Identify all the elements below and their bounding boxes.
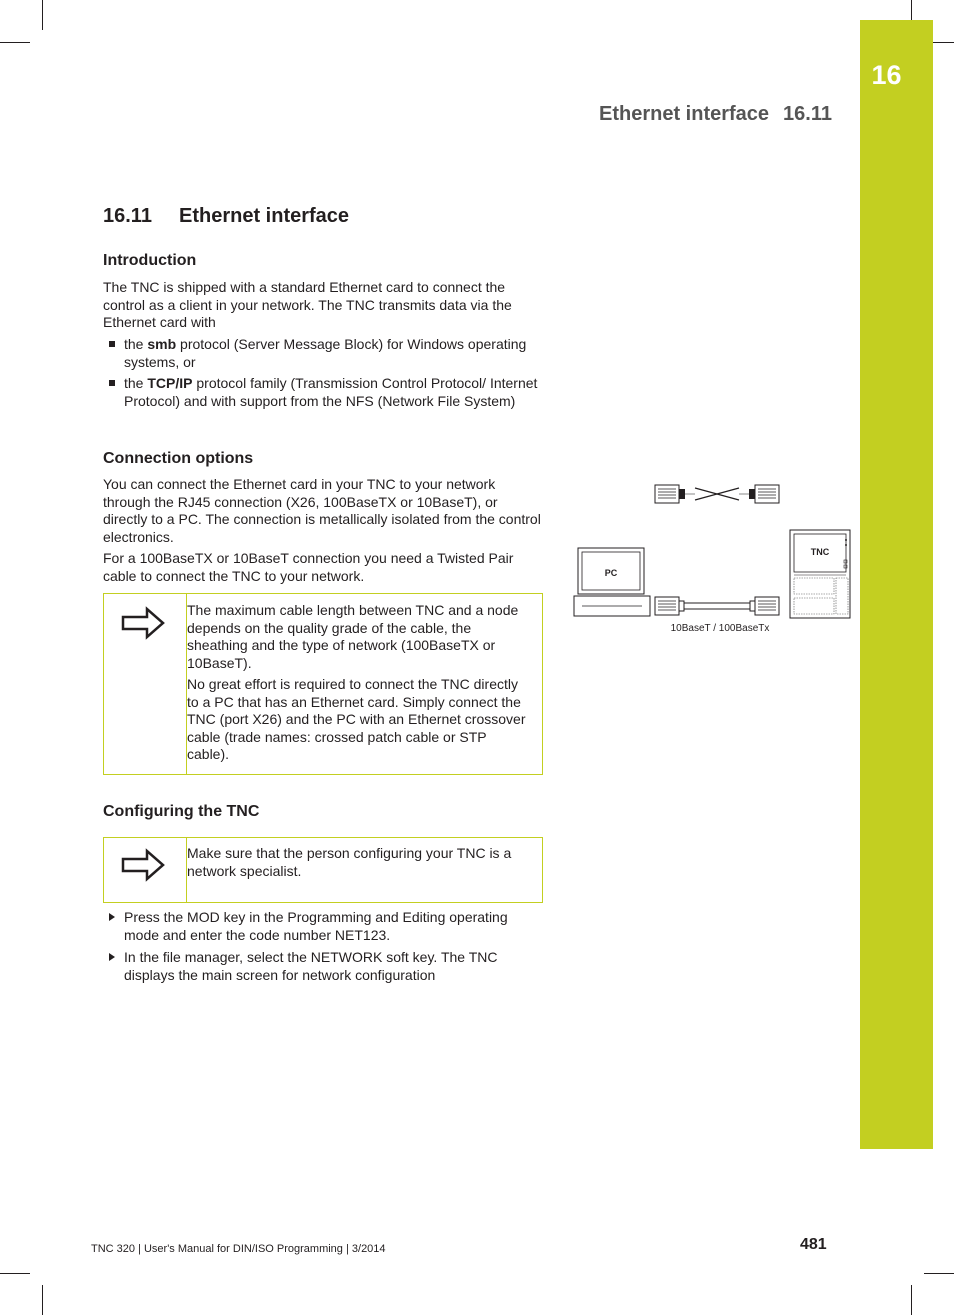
crop-mark — [42, 0, 43, 30]
section-title — [103, 205, 349, 228]
section-number: 16.11 — [103, 205, 152, 227]
step-arrow-icon — [109, 953, 115, 961]
crop-mark — [42, 1285, 43, 1315]
bullet-text: protocol (Server Message Block) for Windows operating systems, or — [124, 336, 527, 370]
chapter-number: 16 — [871, 60, 902, 90]
bullet-prefix: the — [124, 375, 148, 391]
configuring-step-2: In the file manager, select the NETWORK soft key. The TNC displays the main screen for network configuration — [124, 949, 498, 983]
note-text — [187, 602, 527, 768]
note-box-specialist — [103, 837, 543, 903]
connection-options-paragraph-2: For a 100BaseTX or 10BaseT connection you need a Twisted Pair cable to connect the TNC to your network. — [103, 550, 514, 584]
tnc-label: TNC — [810, 547, 830, 557]
bullet-square — [109, 341, 115, 347]
protocol-name: TCP/IP — [147, 375, 193, 391]
right-arrow-icon — [121, 848, 165, 887]
page-footer: TNC 320 | User's Manual for DIN/ISO Programming | 3/2014 — [91, 1243, 386, 1255]
network-diagram-graphic — [570, 478, 855, 638]
crop-mark — [911, 1285, 912, 1315]
note-paragraph: The maximum cable length between TNC and a node depends on the quality grade of the cable, the sheathing and the type of network (100BaseTX or 10BaseT). — [187, 602, 519, 671]
running-header-section: 16.11 — [783, 103, 832, 125]
introduction-bullet-tcpip — [124, 375, 544, 410]
bullet-square — [109, 380, 115, 386]
note-text: Make sure that the person configuring your TNC is a network specialist. — [187, 845, 512, 879]
rj45-connector-icon — [655, 597, 779, 615]
protocol-name: smb — [147, 336, 177, 352]
connection-options-heading: Connection options — [103, 450, 254, 467]
pc-icon — [574, 548, 650, 616]
right-arrow-icon — [121, 606, 165, 645]
pc-label: PC — [604, 568, 618, 578]
running-header — [599, 103, 832, 126]
note-box-cable-length — [103, 593, 543, 775]
introduction-heading: Introduction — [103, 252, 197, 269]
cable-label: 10BaseT / 100BaseTx — [670, 623, 770, 634]
running-header-title: Ethernet interface — [598, 103, 770, 125]
crossover-cable-icon — [655, 485, 779, 503]
crop-mark — [0, 42, 30, 43]
connection-options-paragraph-1: You can connect the Ethernet card in your TNC to your network through the RJ45 connection (X26, 100BaseTX or 10BaseT), or directly to a PC. The connection is metallically isolated from the control electronics. — [103, 476, 541, 545]
configuring-heading: Configuring the TNC — [103, 803, 260, 820]
page-number: 481 — [800, 1236, 827, 1253]
note-paragraph: No great effort is required to connect the TNC directly to a PC that has an Ethernet card. Simply connect the TNC (port X26) and the PC with an Ethernet crossover cable (trade names: crossed patch cable or STP cable). — [187, 675, 526, 763]
configuring-step-1: Press the MOD key in the Programming and Editing operating mode and enter the code number NET123. — [124, 909, 508, 943]
step-arrow-icon — [109, 913, 115, 921]
chapter-tab — [860, 20, 933, 1149]
crop-mark — [924, 1273, 954, 1274]
introduction-paragraph: The TNC is shipped with a standard Ethernet card to connect the control as a client in your network. The TNC transmits data via the Ethernet card with — [103, 279, 512, 331]
crop-mark — [0, 1273, 30, 1274]
tnc-control-icon — [790, 530, 850, 618]
bullet-prefix: the — [124, 336, 148, 352]
section-title-text: Ethernet interface — [179, 205, 350, 227]
network-diagram — [570, 478, 855, 638]
introduction-bullet-smb — [124, 336, 544, 371]
bullet-text: protocol family (Transmission Control Protocol/ Internet Protocol) and with support from the NFS (Network File System) — [124, 375, 538, 409]
